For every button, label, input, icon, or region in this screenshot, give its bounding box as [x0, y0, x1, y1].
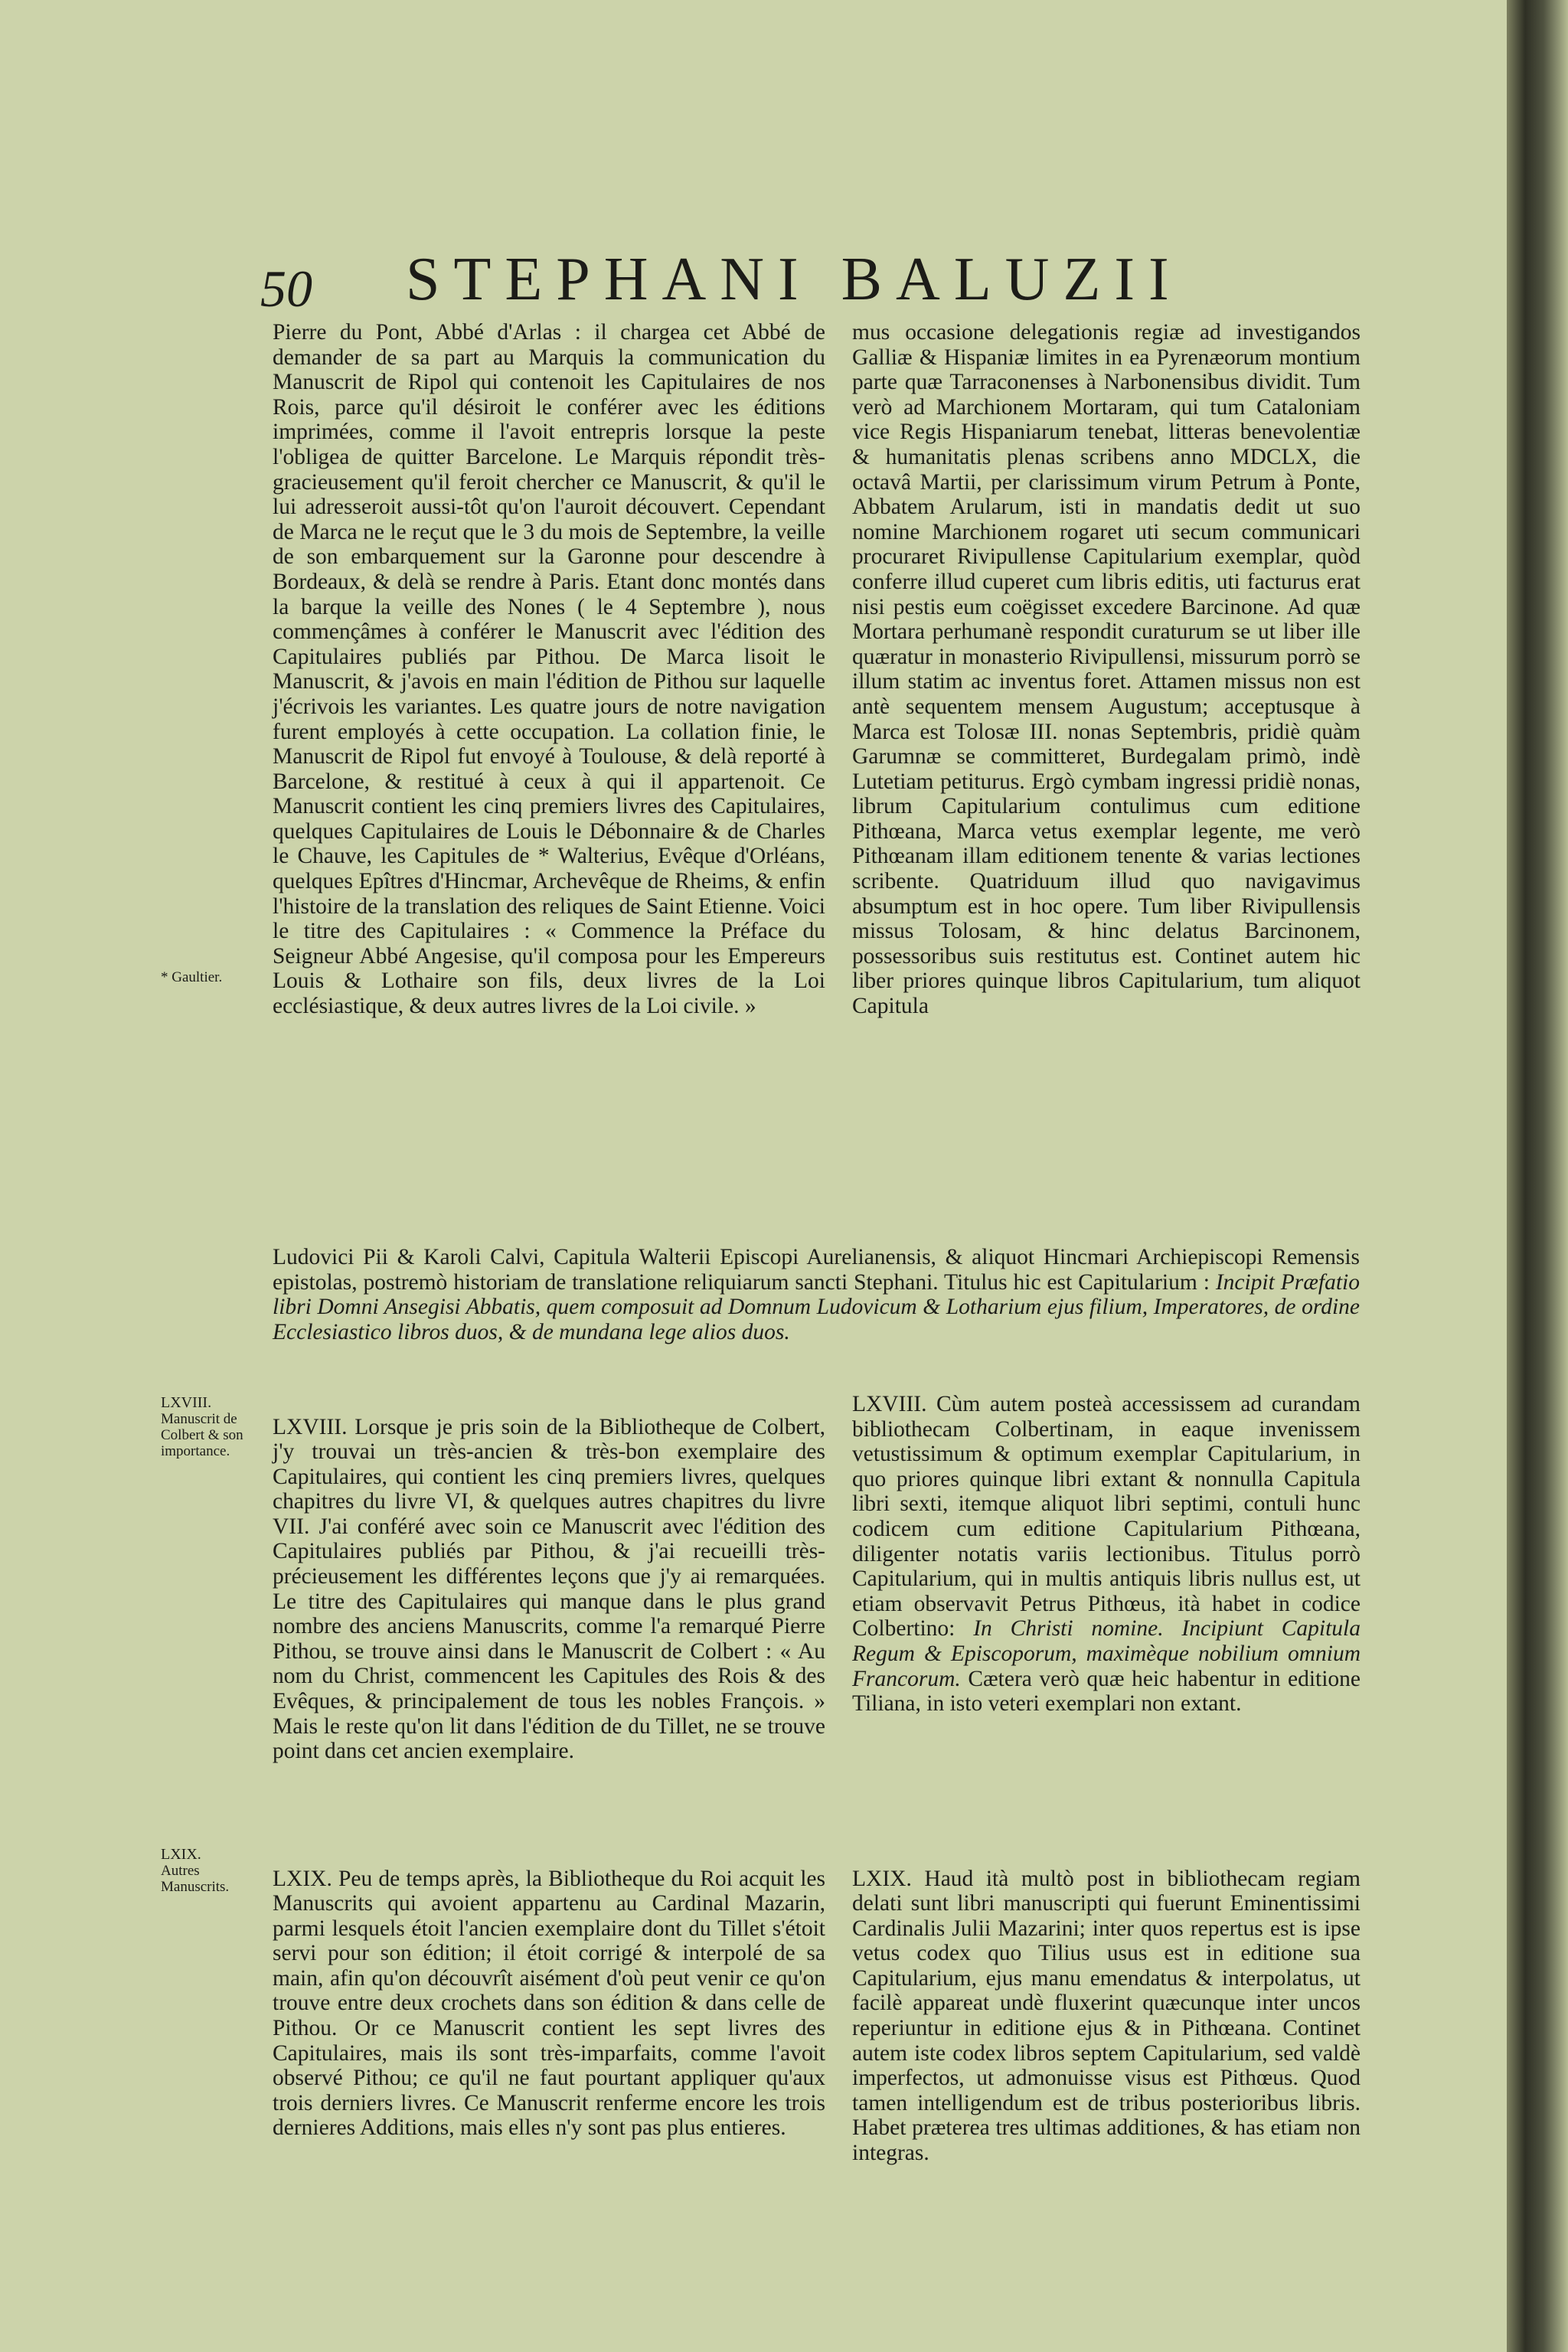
margin-note-gaultier: * Gaultier.	[161, 969, 223, 985]
margin-note-lxix	[161, 1847, 268, 1895]
margin-lxviii-number: LXVIII.	[161, 1394, 212, 1411]
margin-lxix-text: Autres Manuscrits.	[161, 1863, 230, 1895]
latin-column-lxviii	[852, 1392, 1361, 1717]
french-column-top	[273, 320, 825, 1019]
margin-lxix-number: LXIX.	[161, 1846, 201, 1863]
french-paragraph-lxviii: LXVIII. Lorsque je pris soin de la Bibliotheque de Colbert, j'y trouvai un très-ancien & très-bon exemplaire des Capitulaires, qui contient les cinq premiers livres, quelques chapitres du livre VI, & quelques autres chapitres du livre VII. J'ai conféré avec soin ce Manuscrit avec l'édition des Capitulaires publiés par Pithou, & j'ai recueilli très-précieusement les différentes leçons que j'y ai remarquées. Le titre des Capitulaires qui manque dans le plus grand nombre des anciens Manuscrits, comme l'a remarqué Pierre Pithou, se trouve ainsi dans le Manuscrit de Colbert : « Au nom du Christ, commencent les Capitules des Rois & des Evêques, & principalement de tous les nobles François. » Mais le reste qu'on lit dans l'édition de du Tillet, ne se trouve point dans cet ancien exemplaire.	[273, 1414, 825, 1764]
latin-lxviii-italic: In Christi nomine. Incipiunt Capitula Regum & Episcoporum, maximèque nobilium omnium Francorum.	[852, 1616, 1361, 1691]
french-paragraph-lxix: LXIX. Peu de temps après, la Bibliotheque du Roi acquit les Manuscrits qui avoient appartenu au Cardinal Mazarin, parmi lesquels étoit l'ancien exemplaire dont du Tillet s'étoit servi pour son édition; il étoit corrigé & interpolé de sa main, afin qu'on découvrît aisément d'où peut venir ce qu'on trouve entre deux crochets dans son édition & dans celle de Pithou. Or ce Manuscrit contient les sept livres des Capitulaires, mais ils sont très-imparfaits, comme l'avoit observé Pithou; ce qu'il ne faut pourtant appliquer qu'aux trois derniers livres. Ce Manuscrit renferme encore les trois dernieres Additions, mais elles n'y sont pas plus entieres.	[273, 1866, 825, 2141]
page-number: 50	[260, 260, 312, 318]
latin-paragraph-lxviii	[852, 1392, 1361, 1717]
latin-full-text: Ludovici Pii & Karoli Calvi, Capitula Walterii Episcopi Aurelianensis, & aliquot Hincmari Archiepiscopi Remensis epistolas, postremò historiam de translatione reliquiarum sancti Stephani. Titulus hic est Capitularium :	[273, 1245, 1360, 1295]
margin-lxviii-text: Manuscrit de Colbert & son importance.	[161, 1411, 243, 1459]
latin-lxviii-text-a: LXVIII. Cùm autem posteà accessissem ad curandam bibliothecam Colbertinam, in eaque invenissem vetustissimum & optimum exemplar Capitularium, in quo priores quinque libri extant & nonnulla Capitula libri sexti, itemque aliquot libri septimi, contuli hunc codicem cum editione Capitularium Pithœana, diligenter notatis variis lectionibus. Titulus porrò Capitularium, qui in multis antiquis libris nullus est, ut etiam observavit Petrus Pithœus, ità habet in codice Colbertino:	[852, 1392, 1361, 1642]
latin-paragraph-lxix: LXIX. Haud ità multò post in bibliothecam regiam delati sunt libri manuscripti qui fuerunt Eminentissimi Cardinalis Julii Mazarini; inter quos repertus est is ipse vetus codex quo Tilius usus est in editione sua Capitularium, ejus manu emendatus & interpolatus, ut facilè appareat undè fluxerint quæcunque inter uncos reperiuntur in editione ejus & in Pithœana. Continet autem iste codex libros septem Capitularium, sed valdè imperfectos, ut admonuisse visus est Pithœus. Quod tamen intelligendum est de tribus posterioribus libris. Habet præterea tres ultimas additiones, & has etiam non integras.	[852, 1866, 1361, 2166]
latin-paragraph-intro: mus occasione delegationis regiæ ad investigandos Galliæ & Hispaniæ limites in ea Pyrenæorum montium parte quæ Tarraconenses à Narbonensibus dividit. Tum verò ad Marchionem Mortaram, qui tum Cataloniam vice Regis Hispaniarum tenebat, litteras benevolentiæ & humanitatis plenas scribens anno MDCLX, die octavâ Martii, per clarissimum virum Petrum à Ponte, Abbatem Arularum, isti in mandatis dedit ut suo nomine Marchionem rogaret uti secum communicari procuraret Rivipullense Capitularium exemplar, quòd conferre illud cuperet cum libris editis, uti facturus erat nisi pestis eum coëgisset excedere Barcinone. Ad quæ Mortara perhumanè respondit curaturum se ut liber ille quæratur in monasterio Rivipullensi, missurum porrò se illum statim ac inventus foret. Attamen missus non est antè sequentem mensem Augustum; acceptusque à Marca est Tolosæ III. nonas Septembris, pridiè quàm Garumnæ se committeret, Burdegalam primò, indè Lutetiam petiturus. Ergò cymbam ingressi pridiè nonas, librum Capitularium contulimus cum editione Pithœana, Marca vetus exemplar legente, me verò Pithœanam illam editionem tenente & varias lectiones scribente. Quatriduum illud quo navigavimus absumptum est in hoc opere. Tum liber Rivipullensis missus Tolosam, & hinc delatus Barcinonem, possessoribus suis restitutus est. Continet autem hic liber priores quinque libros Capitularium, tum aliquot Capitula	[852, 320, 1361, 1019]
french-column-lxviii	[273, 1392, 825, 1786]
latin-column-top	[852, 320, 1361, 1019]
french-column-lxix	[273, 1844, 825, 2164]
latin-lxviii-text-b: Cætera verò quæ heic habentur in editione Tiliana, in isto veteri exemplari non extant.	[852, 1666, 1361, 1717]
french-paragraph-intro: Pierre du Pont, Abbé d'Arlas : il chargea cet Abbé de demander de sa part au Marquis la communication du Manuscrit de Ripol qui contenoit les Capitulaires de nos Rois, parce qu'il désiroit le conférer avec les éditions imprimées, comme il l'avoit entrepris lorsque la peste l'obligea de quitter Barcelone. Le Marquis répondit très-gracieusement qu'il feroit chercher ce Manuscrit, & qu'il le lui adresseroit aussi-tôt qu'on l'auroit découvert. Cependant de Marca ne le reçut que le 3 du mois de Septembre, la veille de son embarquement sur la Garonne pour descendre à Bordeaux, & delà se rendre à Paris. Etant donc montés dans la barque la veille des Nones ( le 4 Septembre ), nous commençâmes à conférer le Manuscrit avec l'édition des Capitulaires publiés par Pithou. De Marca lisoit le Manuscrit, & j'avois en main l'édition de Pithou sur laquelle j'écrivois les variantes. Les quatre jours de notre navigation furent employés à cette occupation. La collation finie, le Manuscrit de Ripol fut envoyé à Toulouse, & delà reporté à Barcelone, & restitué à ceux à qui il appartenoit. Ce Manuscrit contient les cinq premiers livres des Capitulaires, quelques Capitulaires de Louis le Débonnaire & de Charles le Chauve, les Capitules de * Walterius, Evêque d'Orléans, quelques Epîtres d'Hincmar, Archevêque de Rheims, & enfin l'histoire de la translation des reliques de Saint Etienne. Voici le titre des Capitulaires : « Commence la Préface du Seigneur Abbé Angesise, qu'il composa pour les Empereurs Louis & Lothaire son fils, deux livres de la Loi ecclésiastique, & deux autres livres de la Loi civile. »	[273, 320, 825, 1019]
page-header	[260, 245, 1233, 322]
book-spine-shadow	[1507, 0, 1568, 2352]
running-title: STEPHANI BALUZII	[406, 246, 1183, 313]
margin-note-lxviii	[161, 1395, 268, 1459]
latin-column-lxix	[852, 1844, 1361, 2188]
latin-full-width-block	[273, 1245, 1360, 1344]
latin-full-italic-title: Incipit Præfatio libri Domni Ansegisi Abbatis, quem composuit ad Domnum Ludovicum & Lotharium ejus filium, Imperatores, de ordine Ecclesiastico libros duos, & de mundana lege alios duos.	[273, 1269, 1360, 1344]
